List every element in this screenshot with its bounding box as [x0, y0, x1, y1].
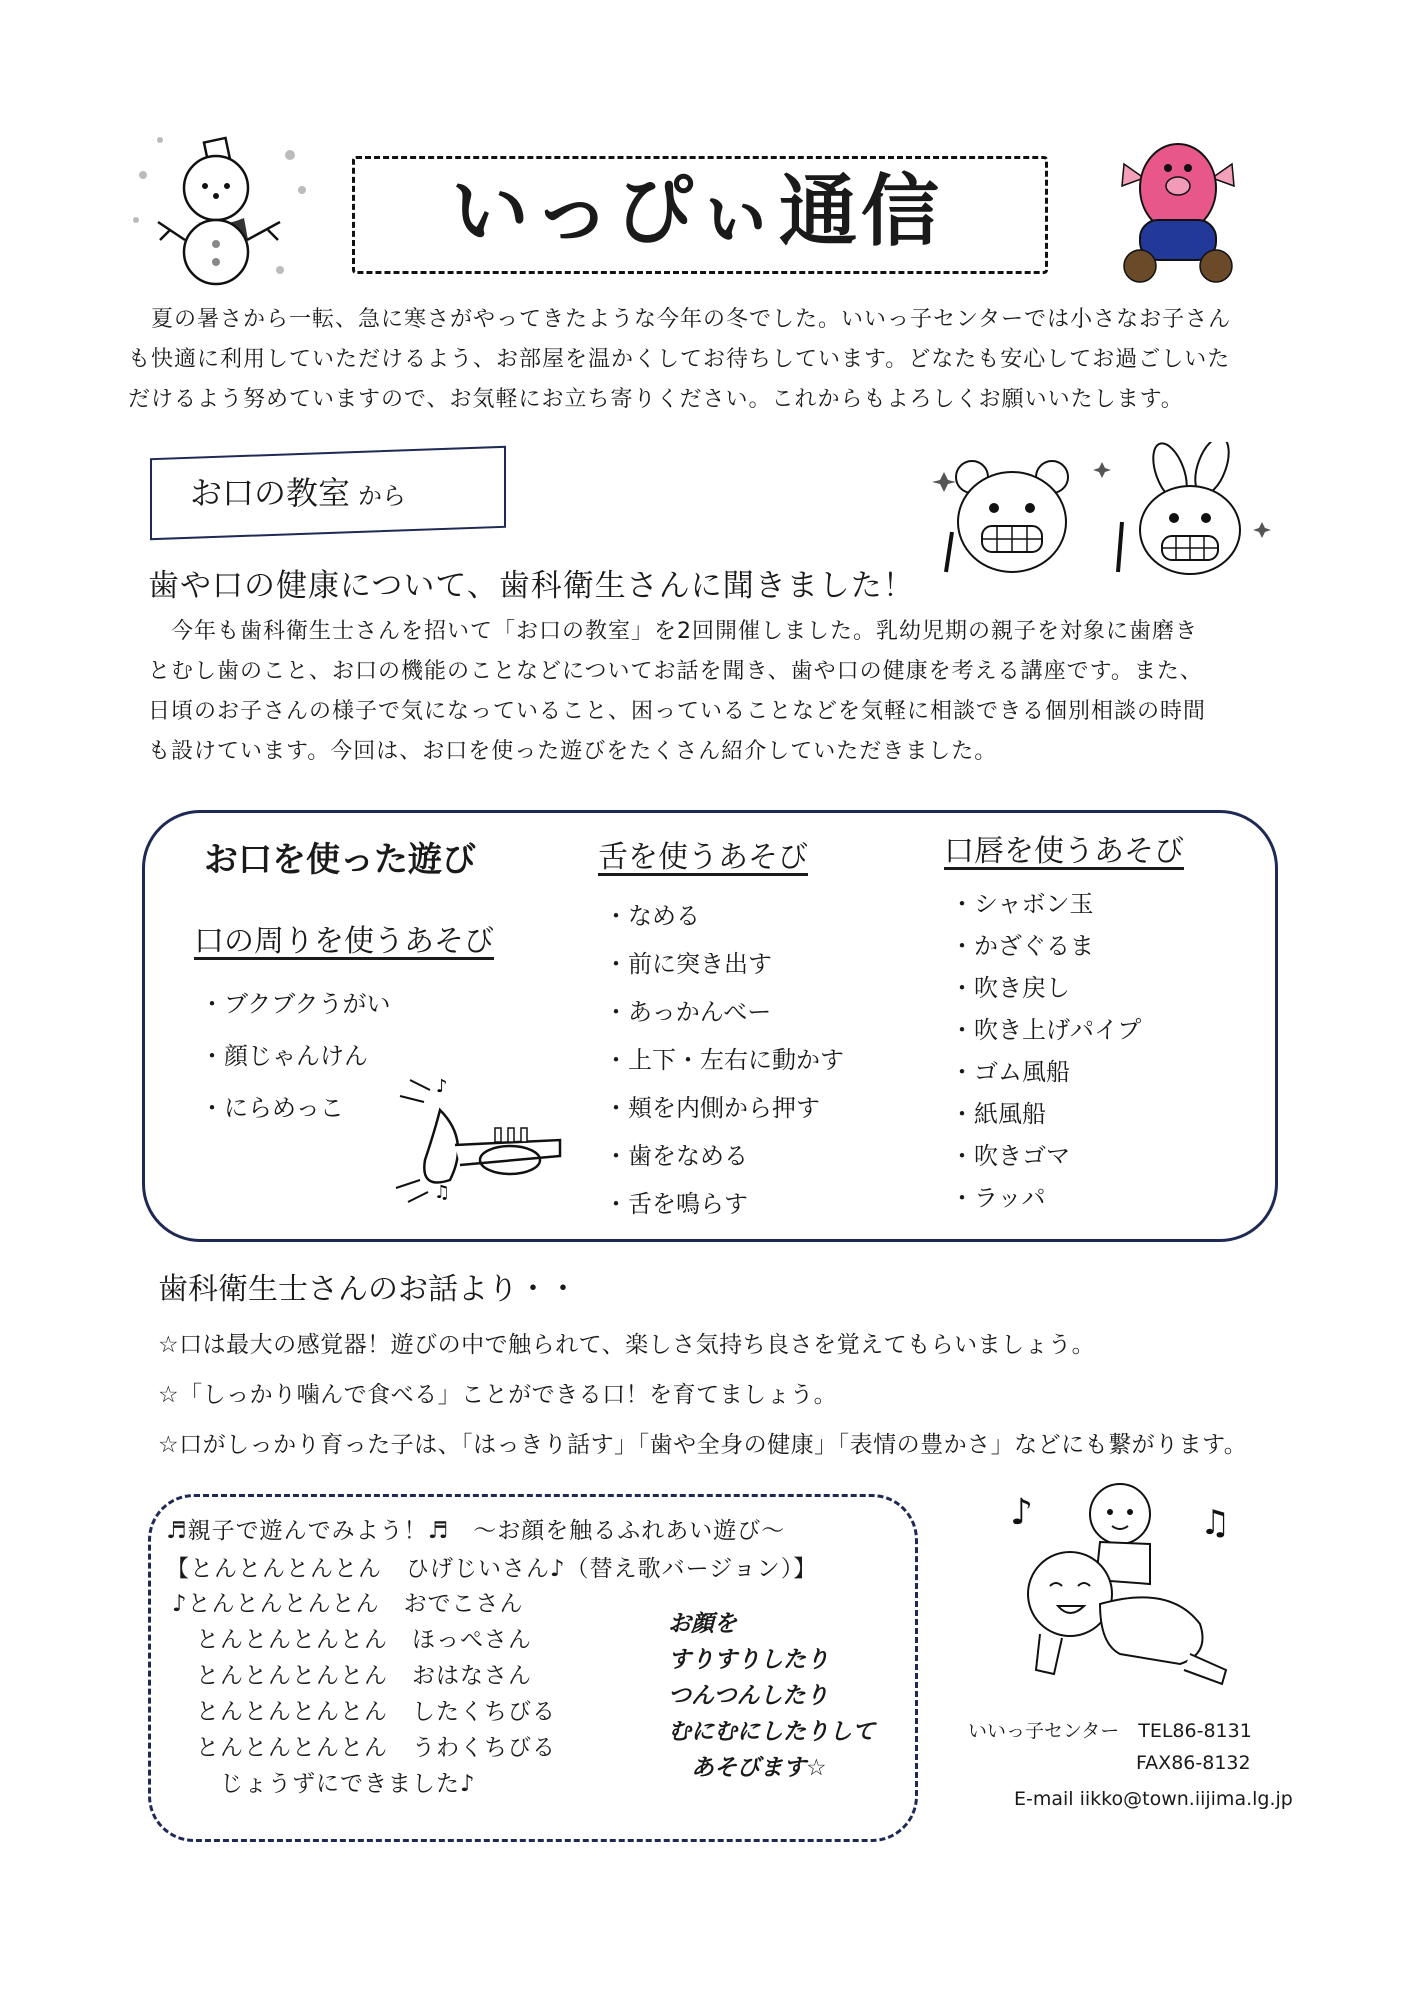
list-item: ・吹き上げパイプ: [950, 1016, 1142, 1044]
intro-paragraph: [128, 300, 1300, 420]
col3-title: 口唇を使うあそび: [944, 834, 1184, 869]
section-body: [148, 612, 1278, 772]
col2-title: 舌を使うあそび: [598, 840, 808, 875]
svg-text:♫: ♫: [434, 1182, 451, 1203]
toothbrush-characters-icon: [922, 442, 1274, 592]
section-tag-label: お口の教室: [190, 474, 351, 512]
lyric-line: ♪とんとんとんとん おでこさん: [172, 1591, 524, 1617]
list-item: ・シャボン玉: [950, 890, 1094, 918]
song-lyrics: [172, 1586, 556, 1802]
body-line: 日頃のお子さんの様子で気になっていること、困っていることなどを気軽に相談できる個別相談の時間: [148, 699, 1207, 724]
note-line: つんつんしたり: [668, 1683, 829, 1709]
list-item: ・吹き戻し: [950, 974, 1070, 1002]
list-item: ・頬を内側から押す: [604, 1094, 820, 1122]
talk-point: ☆口がしっかり育った子は、「はっきり話す」「歯や全身の健康」「表情の豊かさ」などにも繋がります。: [158, 1432, 1248, 1458]
body-line: も設けています。今回は、お口を使った遊びをたくさん紹介していただきました。: [148, 739, 998, 764]
contact-fax: FAX86-8132: [1136, 1752, 1251, 1774]
col1-title: 口の周りを使うあそび: [194, 924, 494, 959]
talk-title: 歯科衛生士さんのお話より・・: [158, 1272, 578, 1307]
list-item: ・にらめっこ: [200, 1094, 344, 1122]
lyric-line: とんとんとんとん したくちびる: [172, 1699, 556, 1725]
svg-text:♪: ♪: [1010, 1492, 1033, 1533]
lyric-line: とんとんとんとん ほっぺさん: [172, 1627, 532, 1653]
song-note: [668, 1606, 875, 1786]
intro-line: だけるよう努めていますので、お気軽にお立ち寄りください。これからもよろしくお願いいたします。: [128, 387, 1184, 412]
body-line: 今年も歯科衛生士さんを招いて「お口の教室」を2回開催しました。乳幼児期の親子を対象に歯磨き: [148, 619, 1199, 644]
list-item: ・歯をなめる: [604, 1142, 748, 1170]
list-item: ・吹きゴマ: [950, 1142, 1070, 1170]
mascot-icon: [1108, 128, 1248, 288]
lyric-line: とんとんとんとん おはなさん: [172, 1663, 532, 1689]
lyric-line: とんとんとんとん うわくちびる: [172, 1735, 556, 1761]
list-item: ・ゴム風船: [950, 1058, 1070, 1086]
section-tag-suffix: から: [358, 482, 407, 510]
list-item: ・顔じゃんけん: [200, 1042, 368, 1070]
list-item: ・ラッパ: [950, 1184, 1046, 1212]
list-item: ・ブクブクうがい: [200, 990, 391, 1018]
trumpet-icon: [380, 1070, 580, 1210]
svg-text:♫: ♫: [1200, 1503, 1231, 1543]
song-subtitle: 【とんとんとんとん ひげじいさん♪（替え歌バージョン）】: [166, 1556, 818, 1582]
list-item: ・舌を鳴らす: [604, 1190, 748, 1218]
talk-point: ☆「しっかり噛んで食べる」ことができる口！を育てましょう。: [158, 1382, 838, 1408]
list-item: ・あっかんべー: [604, 998, 772, 1026]
contact-email[interactable]: E-mail iikko@town.iijima.lg.jp: [1014, 1788, 1293, 1810]
intro-line: 夏の暑さから一転、急に寒さがやってきたような今年の冬でした。いいっ子センターでは小さなお子さん: [128, 307, 1232, 332]
intro-line: も快適に利用していただけるよう、お部屋を温かくしてお待ちしています。どなたも安心してお過ごしいた: [128, 347, 1231, 372]
song-header: ♬親子で遊んでみよう！♬ ～お顔を触るふれあい遊び～: [166, 1518, 786, 1544]
list-item: ・上下・左右に動かす: [604, 1046, 844, 1074]
body-line: とむし歯のこと、お口の機能のことなどについてお話を聞き、歯や口の健康を考える講座です。また、: [148, 659, 1203, 684]
newsletter-title: いっぴぃ通信: [450, 167, 943, 257]
note-line: すりすりしたり: [668, 1647, 829, 1673]
svg-text:♪: ♪: [436, 1076, 448, 1097]
snowman-icon: [130, 130, 310, 290]
lyric-line: じょうずにできました♪: [172, 1771, 476, 1797]
section-headline: 歯や口の健康について、歯科衛生さんに聞きました！: [148, 568, 915, 604]
note-line: むにむにしたりして: [668, 1719, 875, 1745]
note-line: お顔を: [668, 1611, 737, 1637]
list-item: ・かざぐるま: [950, 932, 1094, 960]
babies-playing-icon: [1000, 1474, 1240, 1694]
section-tag: [190, 468, 406, 514]
contact-center: いいっ子センター TEL86-8131: [968, 1720, 1252, 1742]
talk-point: ☆口は最大の感覚器！遊びの中で触られて、楽しさ気持ち良さを覚えてもらいましょう。: [158, 1332, 1096, 1358]
list-item: ・前に突き出す: [604, 950, 772, 978]
list-item: ・なめる: [604, 902, 700, 930]
note-line: あそびます☆: [668, 1755, 827, 1781]
list-item: ・紙風船: [950, 1100, 1046, 1128]
play-title: お口を使った遊び: [204, 840, 476, 880]
